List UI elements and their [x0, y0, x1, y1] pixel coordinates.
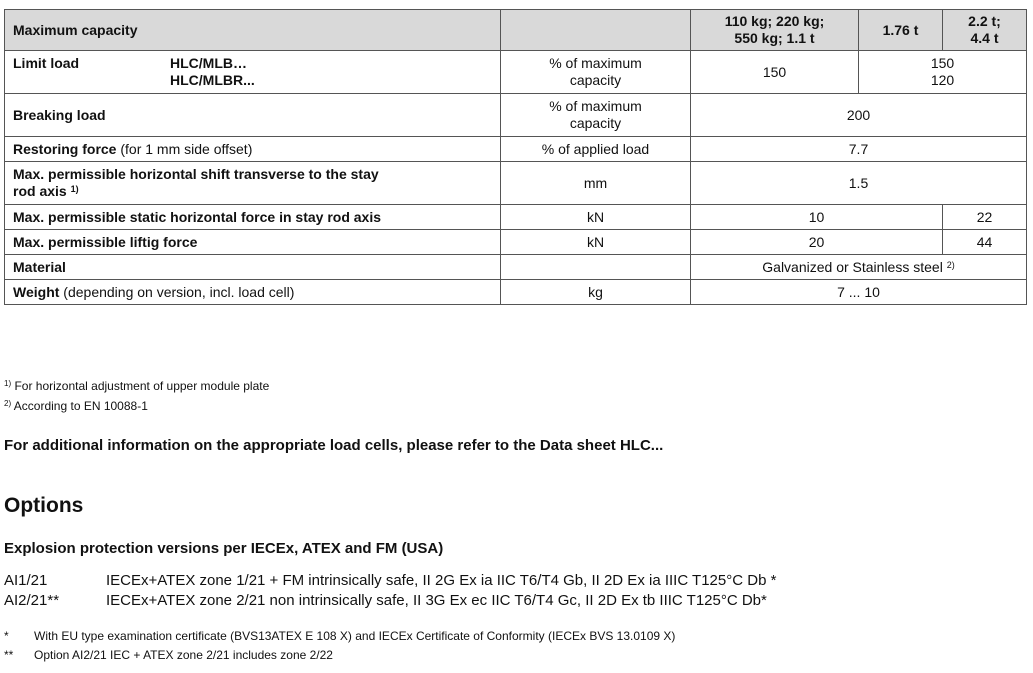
options-heading: Options — [4, 494, 84, 517]
lifting-force-value-ab: 20 — [691, 230, 943, 255]
horizontal-shift-unit: mm — [501, 162, 691, 205]
option-note: * With EU type examination certificate (BVS13ATEX E 108 X) and IECEx Certificate of Conformity (IECEx BVS 13.0109 X) — [4, 629, 676, 643]
static-force-label: Max. permissible static horizontal force in stay rod axis — [5, 205, 501, 230]
breaking-load-row — [5, 94, 1027, 137]
horizontal-shift-value: 1.5 — [691, 162, 1027, 205]
horizontal-shift-label: Max. permissible horizontal shift transverse to the stay rod axis $^{1)}$ — [5, 162, 501, 205]
footnote-2: $^{2)}$ According to EN 10088-1 — [4, 399, 148, 413]
restoring-force-value: 7.7 — [691, 137, 1027, 162]
static-force-value-ab: 10 — [691, 205, 943, 230]
option-item — [4, 572, 776, 589]
lifting-force-value-c: 44 — [943, 230, 1027, 255]
footnote-1-ref: 1) — [70, 184, 79, 194]
restoring-force-row — [5, 137, 1027, 162]
material-value: Galvanized or Stainless steel $^{2)}$ — [691, 255, 1027, 280]
breaking-load-value: 200 — [691, 94, 1027, 137]
header-unit — [501, 10, 691, 51]
breaking-load-unit: % of maximum capacity — [501, 94, 691, 137]
breaking-load-label: Breaking load — [5, 94, 501, 137]
option-description: IECEx+ATEX zone 2/21 non intrinsically safe, II 3G Ex ec IIC T6/T4 Gc, II 2D Ex tb IIIC T125°C Db* — [106, 592, 767, 609]
lifting-force-unit: kN — [501, 230, 691, 255]
weight-row — [5, 280, 1027, 305]
restoring-force-unit: % of applied load — [501, 137, 691, 162]
horizontal-shift-row — [5, 162, 1027, 205]
option-description: IECEx+ATEX zone 1/21 + FM intrinsically safe, II 2G Ex ia IIC T6/T4 Gb, II 2D Ex ia IIIC T125°C Db * — [106, 572, 777, 589]
option-code: AI1/21 — [4, 572, 48, 589]
option-code: AI2/21** — [4, 592, 60, 609]
weight-unit: kg — [501, 280, 691, 305]
weight-label: Weight (depending on version, incl. load cell) — [5, 280, 501, 305]
footnote-2-ref: 2) — [946, 259, 955, 270]
footnote-1: $^{1)}$ For horizontal adjustment of upper module plate — [4, 379, 270, 393]
static-force-row — [5, 205, 1027, 230]
option-item — [4, 592, 767, 609]
static-force-value-c: 22 — [943, 205, 1027, 230]
header-label: Maximum capacity — [5, 10, 501, 51]
lifting-force-label: Max. permissible liftig force — [5, 230, 501, 255]
limit-load-label: Limit load HLC/MLB… HLC/MLBR... — [5, 51, 501, 94]
static-force-unit: kN — [501, 205, 691, 230]
lifting-force-row — [5, 230, 1027, 255]
restoring-force-label: Restoring force (for 1 mm side offset) — [5, 137, 501, 162]
material-row — [5, 255, 1027, 280]
header-capacity-c: 2.2 t; 4.4 t — [943, 10, 1027, 51]
header-row — [5, 10, 1027, 51]
weight-value: 7 ... 10 — [691, 280, 1027, 305]
limit-load-value-bc: 150 120 — [859, 51, 1027, 94]
limit-load-value-a: 150 — [691, 51, 859, 94]
limit-load-row — [5, 51, 1027, 94]
header-capacity-b: 1.76 t — [859, 10, 943, 51]
specifications-table — [4, 9, 1027, 305]
header-capacity-a: 110 kg; 220 kg; 550 kg; 1.1 t — [691, 10, 859, 51]
material-label: Material — [5, 255, 501, 280]
explosion-protection-heading: Explosion protection versions per IECEx, ATEX and FM (USA) — [4, 540, 444, 557]
option-note: ** Option AI2/21 IEC + ATEX zone 2/21 includes zone 2/22 — [4, 648, 333, 662]
material-unit — [501, 255, 691, 280]
limit-load-unit: % of maximum capacity — [501, 51, 691, 94]
additional-info-text: For additional information on the appropriate load cells, please refer to the Data sheet HLC... — [4, 437, 664, 454]
